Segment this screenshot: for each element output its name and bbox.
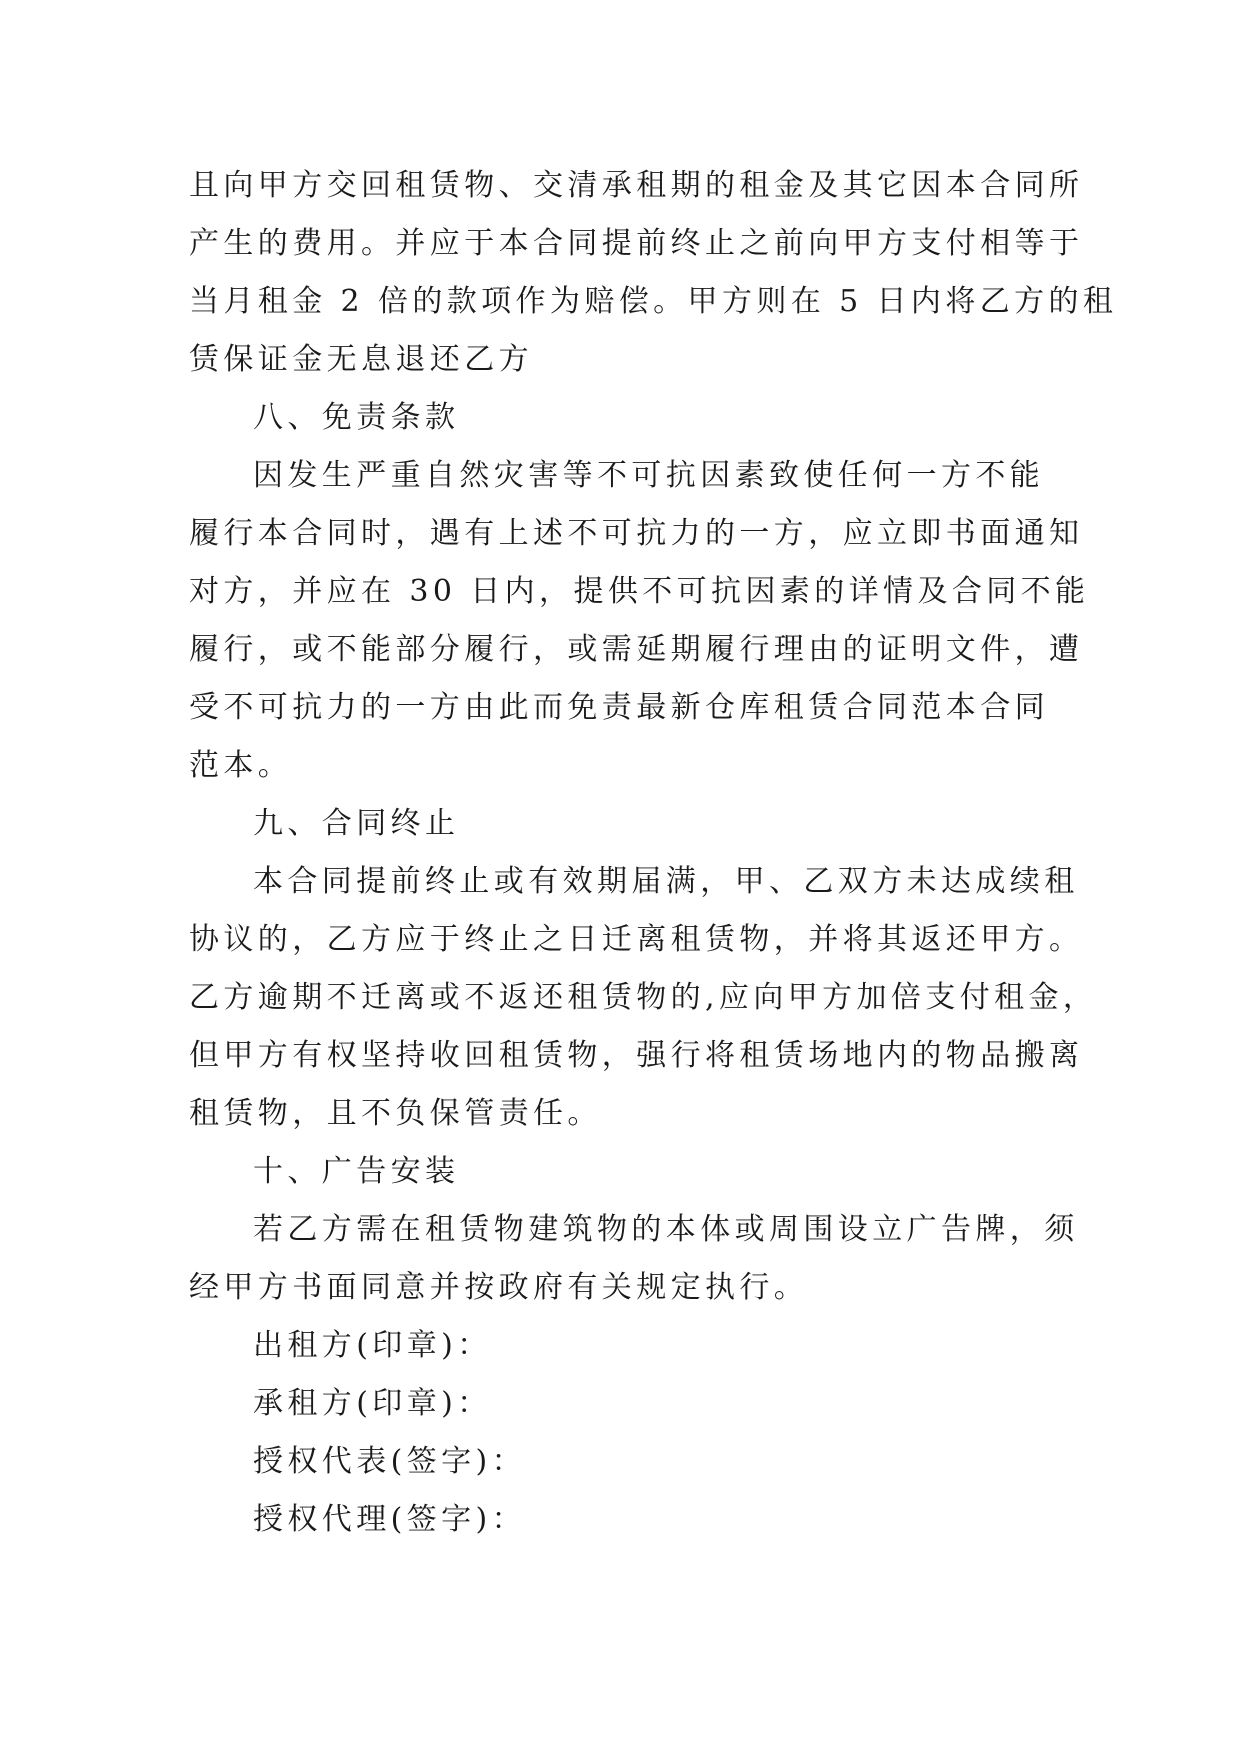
signature-lessor-seal: 出租方(印章)： [253,1328,492,1363]
paragraph-line: 赁保证金无息退还乙方 [189,342,533,377]
paragraph-line: 履行本合同时，遇有上述不可抗力的一方，应立即书面通知 [189,516,1084,551]
paragraph-line: 范本。 [189,748,293,783]
paragraph-line: 产生的费用。并应于本合同提前终止之前向甲方支付相等于 [189,226,1084,261]
paragraph-line: 且向甲方交回租赁物、交清承租期的租金及其它因本合同所 [189,168,1084,203]
paragraph-line: 若乙方需在租赁物建筑物的本体或周围设立广告牌，须 [253,1212,1079,1247]
paragraph-line: 履行，或不能部分履行，或需延期履行理由的证明文件，遭 [189,632,1084,667]
signature-authorized-agent: 授权代理(签字)： [253,1502,527,1537]
paragraph-line: 经甲方书面同意并按政府有关规定执行。 [189,1270,809,1305]
paragraph-line: 本合同提前终止或有效期届满，甲、乙双方未达成续租 [253,864,1079,899]
paragraph-line: 协议的，乙方应于终止之日迁离租赁物，并将其返还甲方。 [189,922,1084,957]
paragraph-line: 当月租金 2 倍的款项作为赔偿。甲方则在 5 日内将乙方的租 [189,284,1118,319]
signature-authorized-representative: 授权代表(签字)： [253,1444,527,1479]
paragraph-line: 对方，并应在 30 日内，提供不可抗因素的详情及合同不能 [189,574,1090,609]
paragraph-line: 乙方逾期不迁离或不返还租赁物的,应向甲方加倍支付租金， [189,980,1098,1015]
section-heading-9: 九、合同终止 [253,806,460,841]
section-heading-10: 十、广告安装 [253,1154,460,1189]
paragraph-line: 受不可抗力的一方由此而免责最新仓库租赁合同范本合同 [189,690,1049,725]
paragraph-line: 租赁物，且不负保管责任。 [189,1096,602,1131]
paragraph-line: 但甲方有权坚持收回租赁物，强行将租赁场地内的物品搬离 [189,1038,1084,1073]
section-heading-8: 八、免责条款 [253,400,460,435]
signature-lessee-seal: 承租方(印章)： [253,1386,492,1421]
paragraph-line: 因发生严重自然灾害等不可抗因素致使任何一方不能 [253,458,1045,493]
